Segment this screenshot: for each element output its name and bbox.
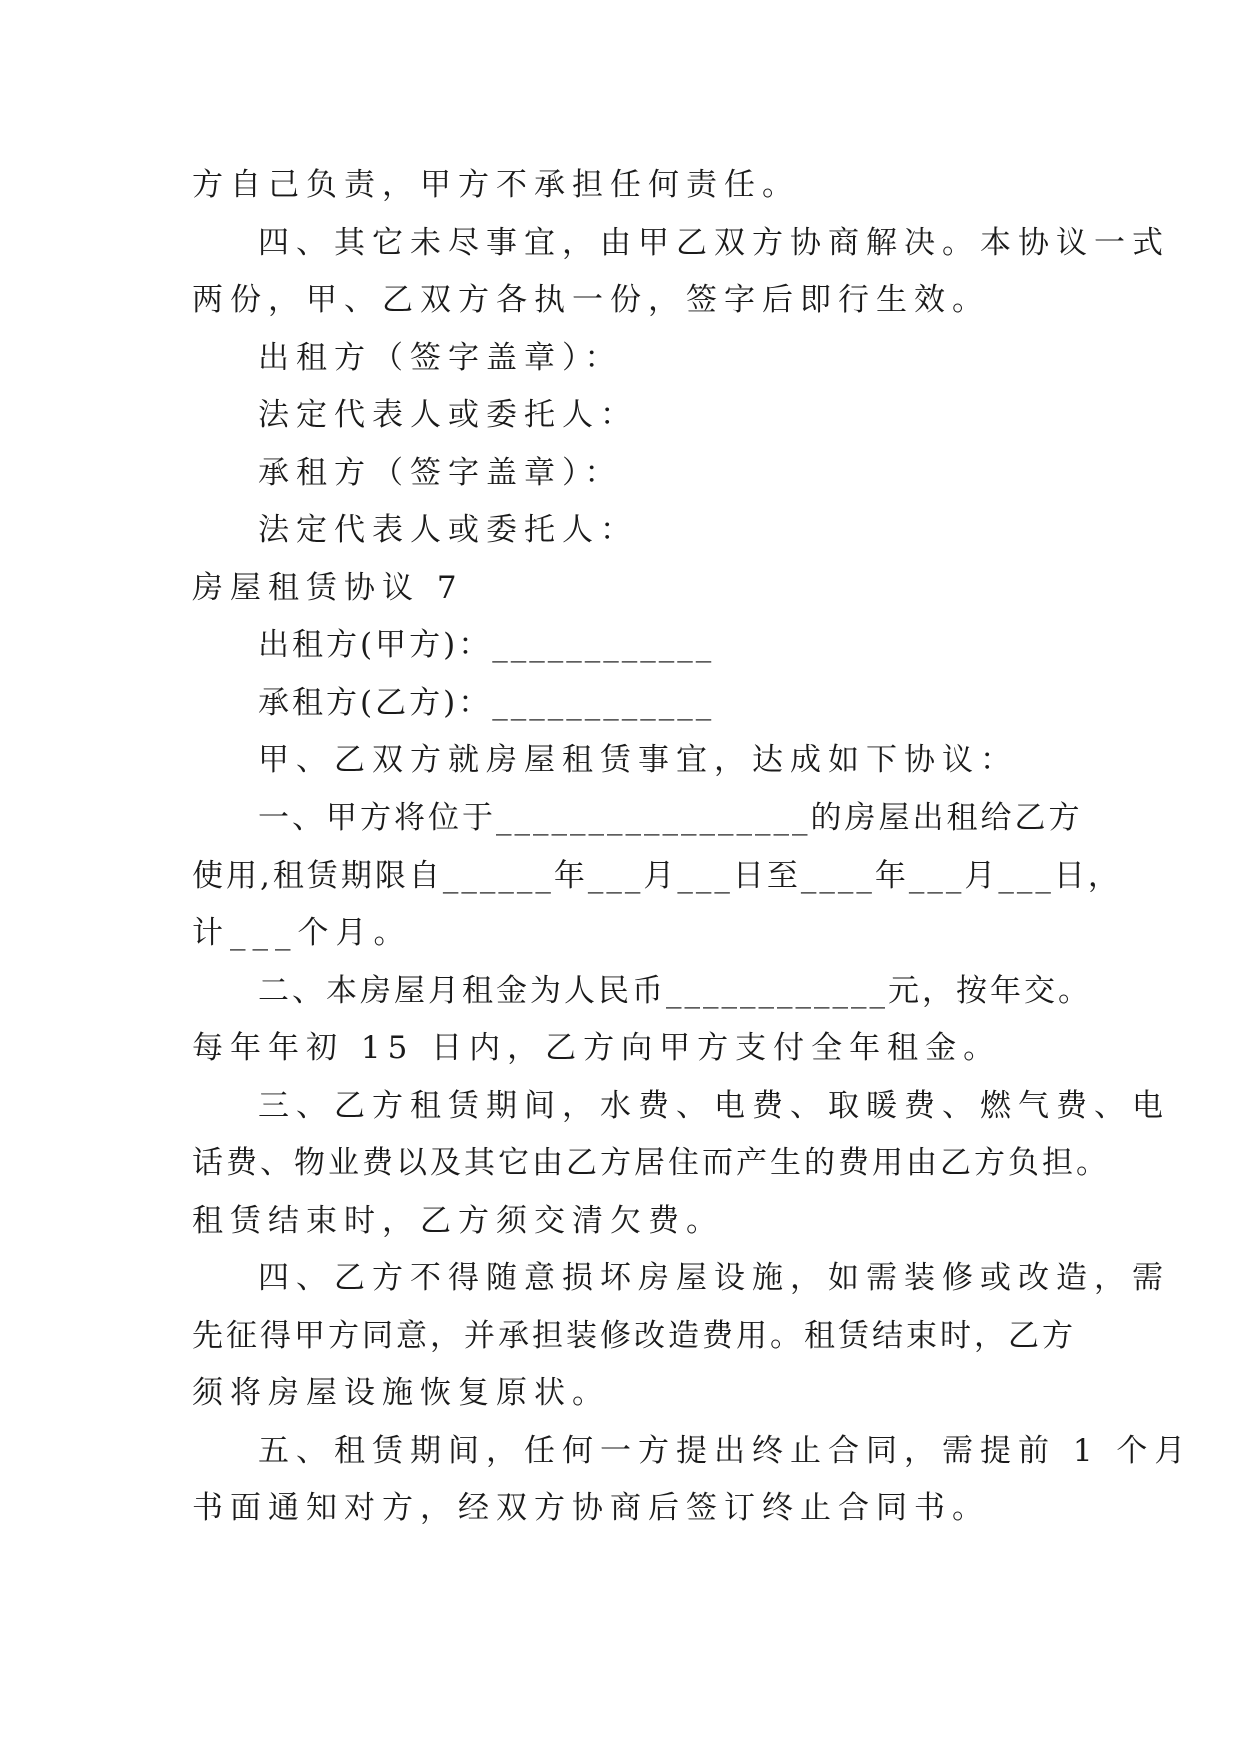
paragraph-line: 话费、物业费以及其它由乙方居住而产生的费用由乙方负担。: [192, 1145, 1110, 1181]
paragraph-line: 四、乙方不得随意损坏房屋设施，如需装修或改造，需: [258, 1260, 1170, 1296]
signature-label: 承租方（签字盖章）：: [258, 455, 623, 491]
paragraph-line: 一、甲方将位于_________________的房屋出租给乙方: [258, 800, 1083, 836]
paragraph-line: 四、其它未尽事宜，由甲乙双方协商解决。本协议一式: [258, 225, 1170, 261]
paragraph-line: 五、租赁期间，任何一方提出终止合同，需提前 1 个月: [258, 1433, 1193, 1469]
paragraph-line: 书面通知对方，经双方协商后签订终止合同书。: [192, 1490, 990, 1526]
signature-label: 出租方（签字盖章）：: [258, 340, 623, 376]
paragraph-line: 租赁结束时，乙方须交清欠费。: [192, 1203, 724, 1239]
paragraph-line: 二、本房屋月租金为人民币____________元，按年交。: [258, 973, 1092, 1009]
paragraph-line: 须将房屋设施恢复原状。: [192, 1375, 610, 1411]
party-line: 承租方(乙方)：____________: [258, 685, 715, 721]
paragraph-line: 方自己负责，甲方不承担任何责任。: [192, 167, 800, 203]
paragraph-line: 甲、乙双方就房屋租赁事宜，达成如下协议：: [258, 742, 1018, 778]
section-title: 房屋租赁协议 7: [192, 570, 464, 606]
paragraph-line: 每年年初 15 日内，乙方向甲方支付全年租金。: [192, 1030, 1002, 1066]
paragraph-line: 先征得甲方同意，并承担装修改造费用。租赁结束时，乙方: [192, 1318, 1076, 1354]
paragraph-line: 两份，甲、乙双方各执一份，签字后即行生效。: [192, 282, 990, 318]
paragraph-line: 计___个月。: [192, 915, 412, 951]
signature-label: 法定代表人或委托人：: [258, 397, 638, 433]
party-line: 出租方(甲方)：____________: [258, 627, 715, 663]
paragraph-line: 使用,租赁期限自______年___月___日至____年___月___日，: [192, 858, 1122, 894]
signature-label: 法定代表人或委托人：: [258, 512, 638, 548]
paragraph-line: 三、乙方租赁期间，水费、电费、取暖费、燃气费、电: [258, 1088, 1170, 1124]
